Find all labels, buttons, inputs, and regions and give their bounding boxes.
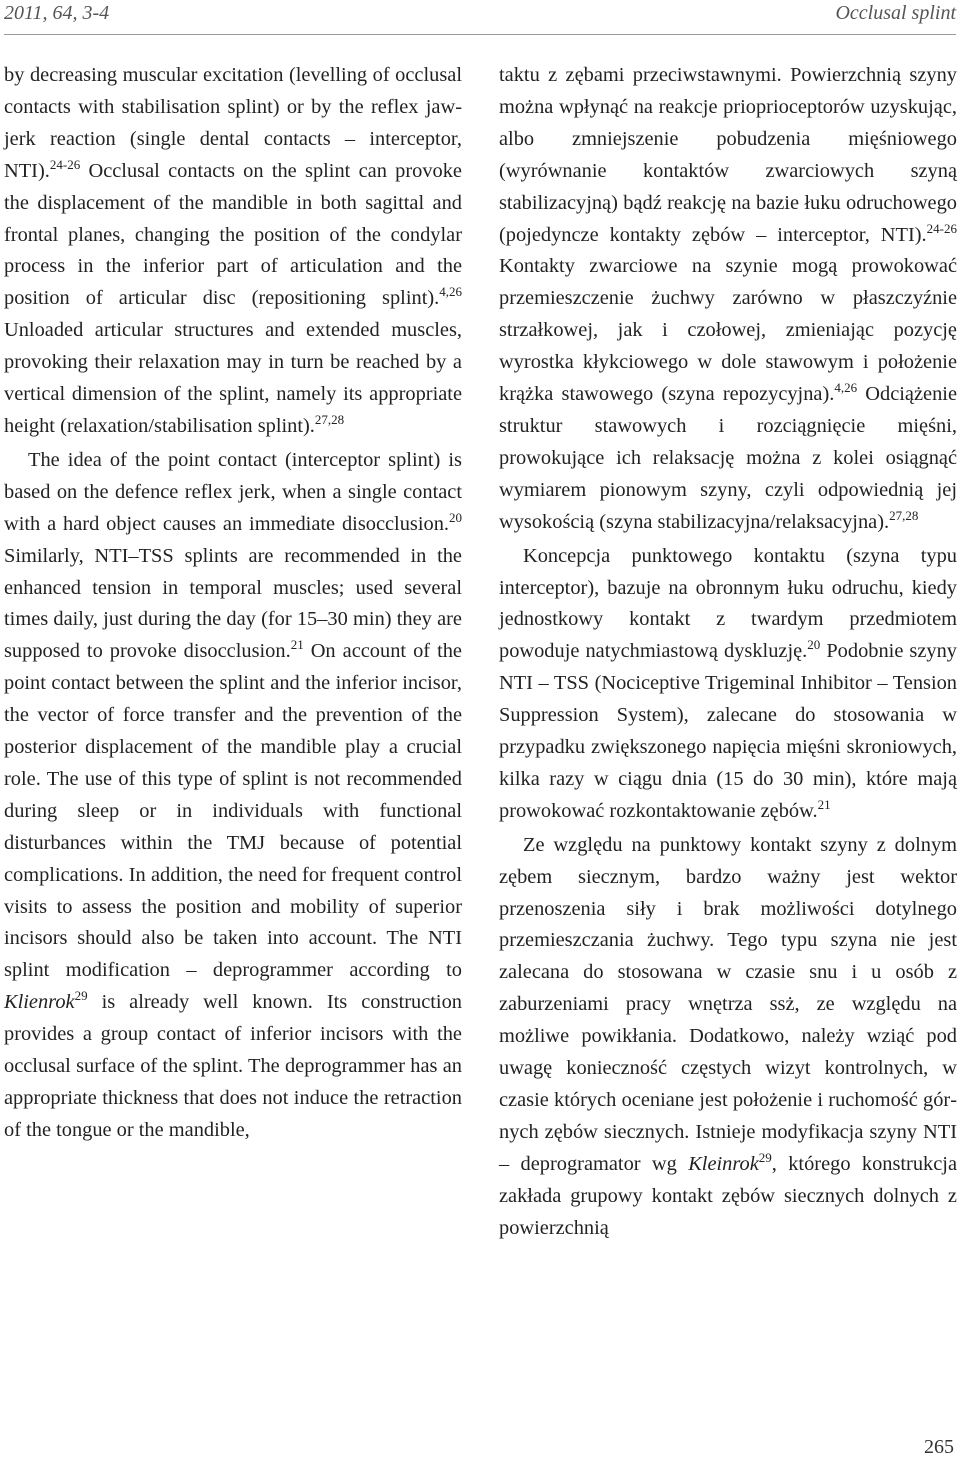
citation-ref: 4,26 — [834, 380, 858, 396]
text-run: The idea of the point contact (interceptor splint) is based on the defence reflex jerk, when a single contact with a hard object causes an immediate disocclusion. — [4, 448, 462, 535]
running-head — [4, 2, 956, 28]
journal-issue-info: 2011, 64, 3-4 — [4, 2, 110, 24]
running-title: Occlusal splint — [835, 2, 956, 24]
text-run: Ze względu na punktowy kontakt szyny z dolnym zębem siecznym, bardzo ważny jest wektor przenoszenia siły i brak możliwości dotylnego przemieszczania żuchwy. Tego typu szyna nie jest zalecana do stosowana w czasie snu i u osób z zaburzeniami pracy wnętrza ssż, ze względu na możliwe powikłania. Dodatkowo, należy wziąć pod uwagę konieczność częstych wizyt kontrolnych, w czasie których oceniane jest położenie i ruchomość górnych zębów siecznych. Istnieje modyfikacja szyny NTI – deprogramator wg — [499, 833, 957, 1175]
citation-ref: 27,28 — [314, 412, 345, 428]
paragraph — [4, 445, 462, 1147]
left-column-english — [4, 60, 462, 1147]
paragraph — [4, 60, 462, 443]
text-run: by decreasing muscular excitation (levelling of occlusal contacts with stabilisation splint) or by the reflex jaw-jerk reaction (single dental contacts – interceptor, NTI). — [4, 64, 462, 182]
citation-ref: 4,26 — [439, 284, 462, 300]
text-run: Podobnie szyny NTI – TSS (Nociceptive Trigeminal Inhibitor – Tension Suppression System), zalecane do stosowania w przypadku zwiększonego napięcia mięśni skroniowych, kilka razy w ciągu dnia (15 do 30 min), które mają prowokować rozkontaktowanie zębów. — [499, 640, 957, 822]
paragraph — [499, 60, 957, 539]
citation-ref: 20 — [807, 637, 821, 653]
text-run: Kontakty zwarciowe na szynie mogą prowokować przemieszczenie żuchwy zarówno w płaszczyźnie strzałkowej, jak i czołowej, zmieniając pozycję wyrostka kłykciowego w dole stawowym i położenie krążka stawowego (szyna repozycyjna). — [499, 255, 957, 406]
paragraph — [499, 830, 957, 1245]
citation-ref: 24-26 — [926, 220, 957, 236]
text-run: On account of the point contact between the splint and the inferior incisor, the vector of force transfer and the prevention of the posterior displacement of the mandible play a crucial role. The use of this type of splint is not recommended during sleep or in individuals with functional disturbances within the TMJ because of potential complications. In addition, the need for frequent control visits to assess the position and mobility of superior incisors should also be taken into account. The NTI splint modification – deprogrammer according to — [4, 640, 462, 982]
text-run: Occlusal contacts on the splint can provoke the displacement of the mandible in both sagittal and frontal planes, changing the position of the condylar process in the inferior part of articulation and the position of articular disc (repositioning splint). — [4, 159, 462, 310]
citation-ref: 29 — [74, 988, 88, 1004]
header-divider — [4, 34, 956, 35]
text-run: taktu z zębami przeciwstawnymi. Powierzchnią szyny można wpłynąć na reakcje prioprioceptorów uzyskując, albo zmniejszenie pobudzenia mięśniowego (wyrównanie kontaktów zwarciowych szyną stabilizacyjną) bądź reakcję na bazie łuku odruchowego (pojedyncze kontakty zębów – interceptor, NTI). — [499, 64, 957, 246]
citation-ref: 27,28 — [889, 507, 919, 523]
page-number: 265 — [924, 1436, 954, 1458]
author-name: Kleinrok — [688, 1152, 759, 1175]
citation-ref: 29 — [758, 1150, 772, 1166]
text-run: Unloaded articular structures and extended muscles, provoking their relaxation may in turn be reached by a vertical dimension of the splint, namely its appropriate height (relaxation/stabilisation splint). — [4, 319, 462, 437]
text-run: , którego konstrukcja zakłada grupowy kontakt zębów siecznych dolnych z powierzchnią — [499, 1152, 958, 1239]
text-run: is already well known. Its construction provides a group contact of inferior incisors with the occlusal surface of the splint. The deprogrammer has an appropriate thickness that does not induce the retraction of the tongue or the mandible, — [4, 991, 462, 1141]
paragraph — [499, 541, 957, 828]
right-column-polish — [499, 60, 957, 1245]
text-run: Odciążenie struktur stawowych i rozciągnięcie mięśni, prowokujące ich relaksację można z kolei osiągnąć wymiarem pionowym szyny, czyli odpowiednią jej wysokością (szyna stabilizacyjna/relaksacyjna). — [499, 383, 957, 533]
citation-ref: 21 — [817, 797, 831, 813]
text-run: Koncepcja punktowego kontaktu (szyna typu interceptor), bazuje na obronnym łuku odruchu, kiedy jednostkowy kontakt z twardym przedmiotem powoduje natychmiastową dyskluzję. — [499, 544, 957, 663]
author-name: Klienrok — [4, 991, 75, 1014]
text-run: Similarly, NTI–TSS splints are recommended in the enhanced tension in temporal muscles; used several times daily, just during the day (for 15–30 min) they are supposed to provoke disocclusion. — [4, 544, 462, 663]
citation-ref: 21 — [290, 637, 304, 653]
citation-ref: 20 — [449, 509, 462, 525]
citation-ref: 24-26 — [49, 156, 81, 172]
